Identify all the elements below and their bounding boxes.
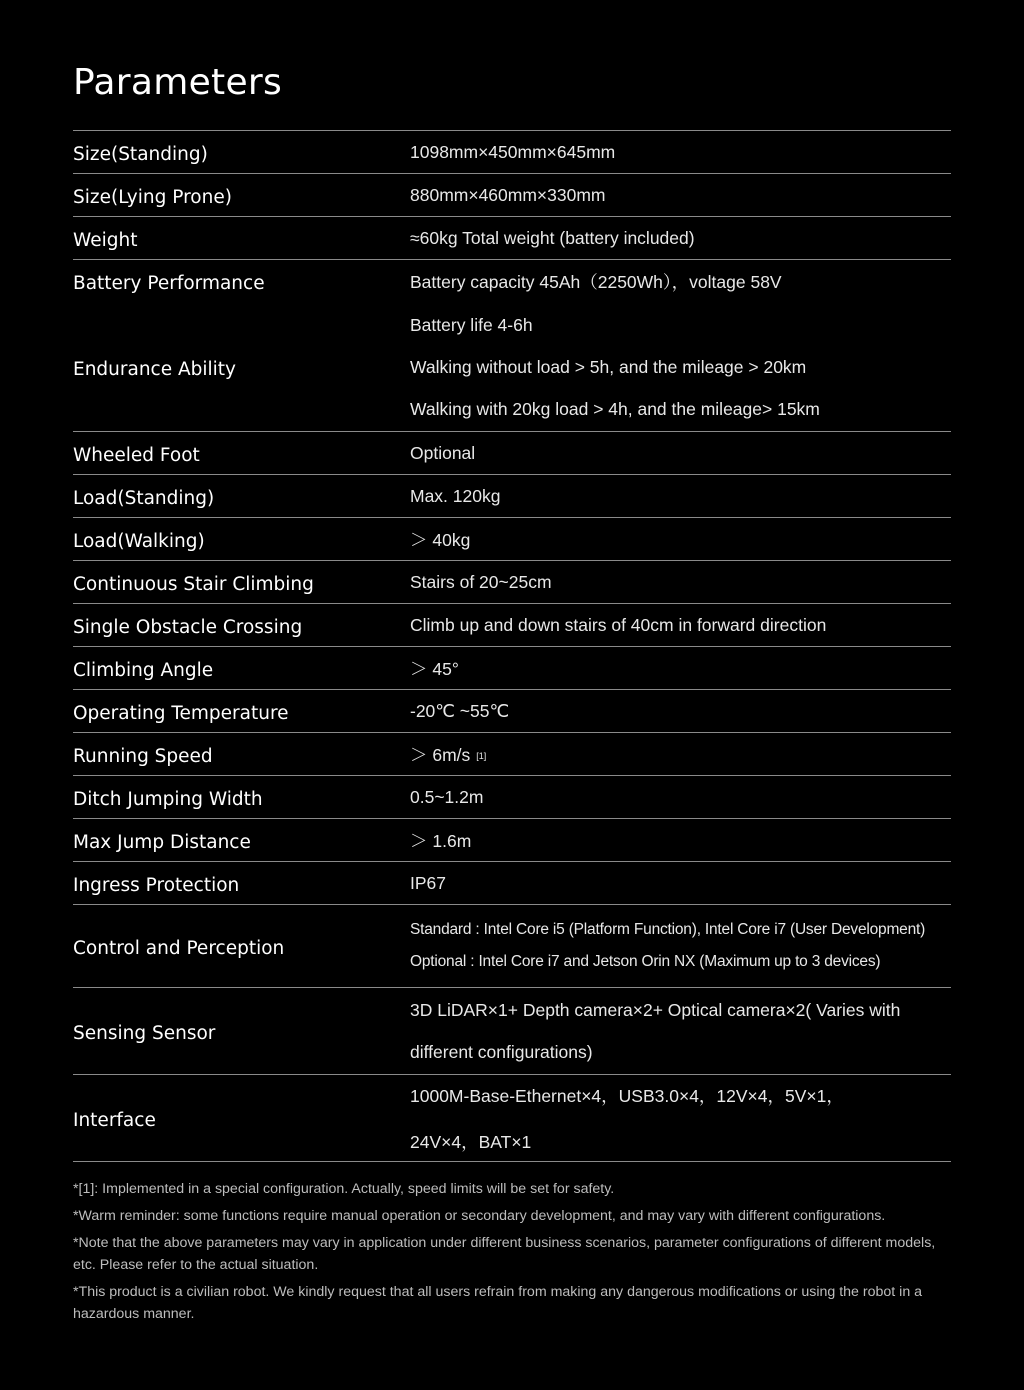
param-values — [410, 873, 951, 894]
table-row — [73, 776, 951, 819]
param-label: Sensing Sensor — [73, 1022, 216, 1044]
param-label: Operating Temperature — [73, 702, 289, 724]
table-row — [73, 518, 951, 561]
param-value: Climb up and down stairs of 40cm in forward direction — [410, 614, 827, 635]
param-value: Standard : Intel Core i5 (Platform Function), Intel Core i7 (User Development) — [410, 921, 926, 938]
param-value: Stairs of 20~25cm — [410, 571, 552, 592]
param-value: 3D LiDAR×1+ Depth camera×2+ Optical camera×2( Varies with — [410, 999, 901, 1020]
footnotes — [73, 1178, 953, 1330]
page-title: Parameters — [73, 62, 283, 103]
param-values — [410, 269, 951, 294]
table-row — [73, 604, 951, 647]
param-value: different configurations) — [410, 1041, 593, 1062]
param-label: Ditch Jumping Width — [73, 788, 263, 810]
param-label: Size(Standing) — [73, 143, 208, 165]
table-row — [73, 647, 951, 690]
parameters-table — [73, 130, 951, 1162]
table-row — [73, 174, 951, 217]
param-label: Load(Walking) — [73, 530, 205, 552]
table-row — [73, 905, 951, 988]
table-row — [73, 475, 951, 518]
param-value: Optional : Intel Core i7 and Jetson Orin NX (Maximum up to 3 devices) — [410, 953, 881, 970]
param-label: Max Jump Distance — [73, 831, 251, 853]
param-label: Wheeled Foot — [73, 444, 200, 466]
param-label: Battery Performance — [73, 273, 265, 294]
param-label: Endurance Ability — [73, 358, 237, 380]
param-value: 0.5~1.2m — [410, 786, 484, 807]
param-label: Control and Perception — [73, 937, 285, 959]
param-label: Single Obstacle Crossing — [73, 616, 303, 638]
table-row — [73, 1075, 951, 1162]
param-values — [410, 1000, 951, 1063]
param-values — [410, 921, 951, 971]
table-row — [73, 561, 951, 604]
param-value: ＞ 1.6m — [410, 830, 472, 851]
table-row — [73, 819, 951, 862]
param-value: Optional — [410, 442, 476, 463]
param-label: Load(Standing) — [73, 487, 215, 509]
footnote: *Note that the above parameters may vary in application under different business scenarios, parameter configurations of different models, etc. Please refer to the actual situation. — [73, 1235, 936, 1273]
param-label: Continuous Stair Climbing — [73, 573, 314, 595]
param-values — [410, 443, 951, 464]
param-values — [410, 701, 951, 722]
footnote: *This product is a civilian robot. We kindly request that all users refrain from making any dangerous modifications or using the robot in a hazardous manner. — [73, 1284, 923, 1322]
param-values — [410, 315, 951, 420]
footnote: *[1]: Implemented in a special configuration. Actually, speed limits will be set for safety. — [73, 1181, 615, 1197]
param-values — [410, 787, 951, 808]
param-value: Walking without load > 5h, and the mileage > 20km — [410, 356, 807, 377]
table-row — [73, 988, 951, 1075]
param-label: Interface — [73, 1109, 156, 1131]
param-label: Weight — [73, 229, 138, 251]
table-row — [73, 690, 951, 733]
param-values — [410, 486, 951, 507]
param-value: Battery capacity 45Ah（2250Wh），voltage 58V — [410, 272, 782, 292]
param-values — [410, 228, 951, 249]
param-values — [410, 656, 951, 681]
param-value-text: ＞ 6m/s — [410, 744, 471, 765]
footnote: *Warm reminder: some functions require manual operation or secondary development, and may vary with different configurations. — [73, 1208, 886, 1224]
param-value: Walking with 20kg load > 4h, and the mileage> 15km — [410, 398, 820, 419]
table-row — [73, 260, 951, 303]
table-row — [73, 733, 951, 776]
param-value — [410, 742, 951, 767]
param-label: Running Speed — [73, 745, 213, 767]
param-value: 880mm×460mm×330mm — [410, 184, 606, 205]
param-label: Size(Lying Prone) — [73, 186, 232, 208]
param-value: ＞ 40kg — [410, 529, 471, 550]
footnote-ref: [1] — [476, 750, 487, 761]
param-value: Battery life 4-6h — [410, 314, 533, 335]
param-values — [410, 142, 951, 163]
param-values — [410, 527, 951, 552]
table-row — [73, 131, 951, 174]
param-values — [410, 615, 951, 636]
param-value: ＞ 45° — [410, 658, 459, 679]
param-values — [410, 742, 951, 767]
param-values — [410, 185, 951, 206]
table-row — [73, 432, 951, 475]
param-value: Max. 120kg — [410, 485, 501, 506]
table-row — [73, 217, 951, 260]
param-value: ≈60kg Total weight (battery included) — [410, 227, 695, 248]
param-value: 1000M-Base-Ethernet×4，USB3.0×4，12V×4，5V×1， — [410, 1085, 844, 1106]
param-label: Ingress Protection — [73, 874, 240, 896]
param-label: Climbing Angle — [73, 659, 214, 681]
param-value: IP67 — [410, 872, 446, 893]
param-value: 1098mm×450mm×645mm — [410, 141, 616, 162]
table-row — [73, 303, 951, 432]
param-values — [410, 1083, 951, 1154]
param-values — [410, 572, 951, 593]
param-value: 24V×4，BAT×1 — [410, 1131, 532, 1152]
param-values — [410, 828, 951, 853]
table-row — [73, 862, 951, 905]
param-value: -20℃ ~55℃ — [410, 700, 510, 721]
